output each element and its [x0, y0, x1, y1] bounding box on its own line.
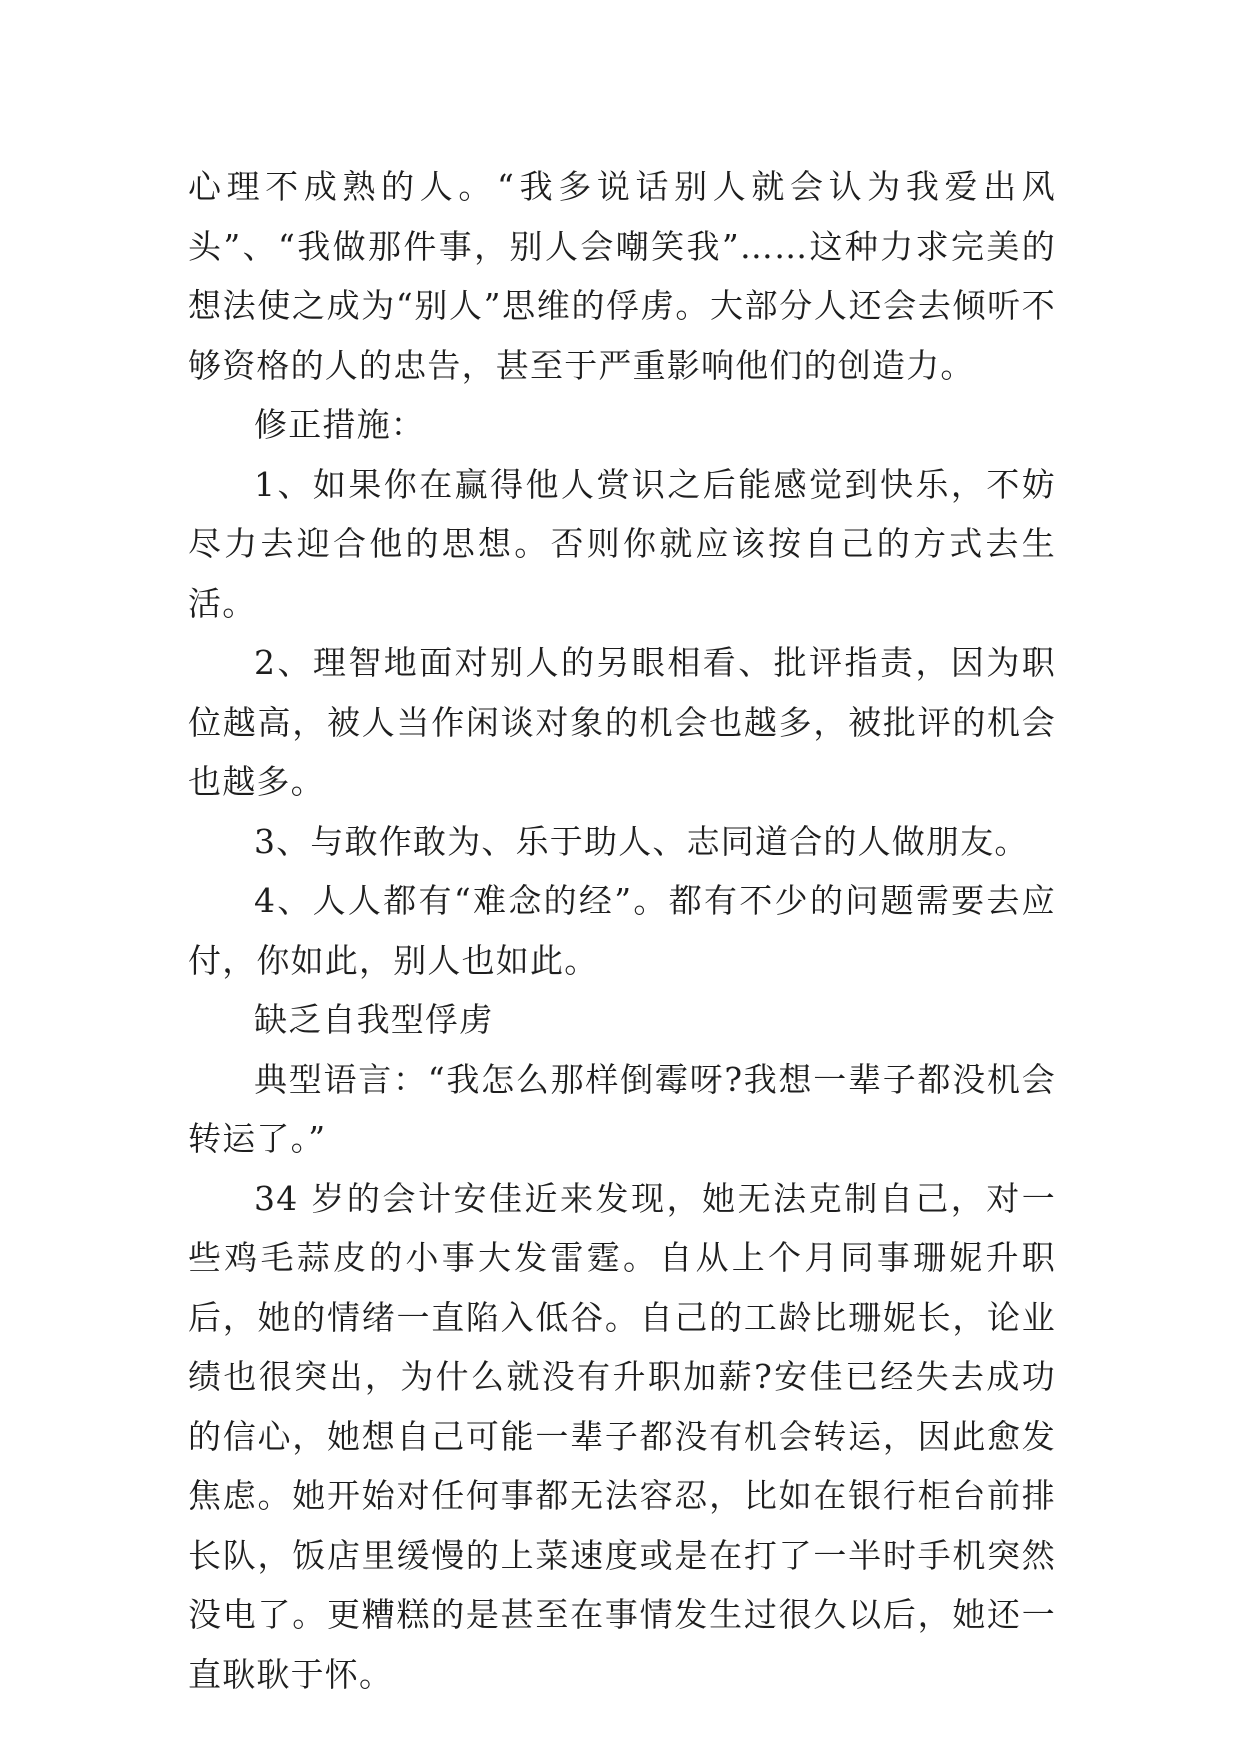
paragraph-continuation: 心理不成熟的人。“我多说话别人就会认为我爱出风头”、“我做那件事，别人会嘲笑我”……这种力求完美的想法使之成为“别人”思维的俘虏。大部分人还会去倾听不够资格的人的忠告，甚至于严重影响他们的创造力。: [188, 167, 1056, 385]
paragraph-measure-4: 4、人人都有“难念的经”。都有不少的问题需要去应付，你如此，别人也如此。: [188, 881, 1056, 980]
paragraph-measure-2: 2、理智地面对别人的另眼相看、批评指责，因为职位越高，被人当作闲谈对象的机会也越多，被批评的机会也越多。: [188, 643, 1056, 801]
paragraph-heading-measures: 修正措施：: [254, 405, 425, 444]
paragraph-measure-3: 3、与敢作敢为、乐于助人、志同道合的人做朋友。: [254, 821, 1029, 861]
document-body: [188, 157, 1056, 1704]
paragraph-section-title: 缺乏自我型俘虏: [254, 1000, 494, 1039]
paragraph-typical-language: 典型语言：“我怎么那样倒霉呀?我想一辈子都没机会转运了。”: [188, 1059, 1056, 1158]
paragraph-measure-1: 1、如果你在赢得他人赏识之后能感觉到快乐，不妨尽力去迎合他的思想。否则你就应该按自己的方式去生活。: [188, 464, 1056, 623]
paragraph-case-story: 34 岁的会计安佳近来发现，她无法克制自己，对一些鸡毛蒜皮的小事大发雷霆。自从上个月同事珊妮升职后，她的情绪一直陷入低谷。自己的工龄比珊妮长，论业绩也很突出，为什么就没有升职加薪?安佳已经失去成功的信心，她想自己可能一辈子都没有机会转运，因此愈发焦虑。她开始对任何事都无法容忍，比如在银行柜台前排长队，饭店里缓慢的上菜速度或是在打了一半时手机突然没电了。更糟糕的是甚至在事情发生过很久以后，她还一直耿耿于怀。: [188, 1178, 1056, 1694]
